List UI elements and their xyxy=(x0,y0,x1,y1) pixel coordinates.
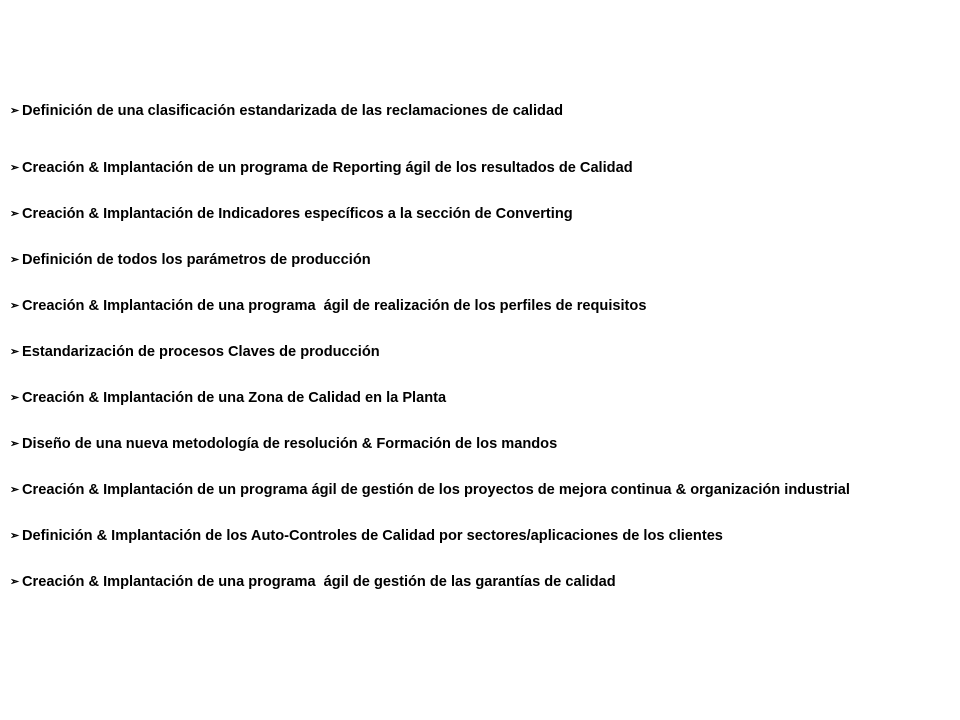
list-item xyxy=(10,329,950,375)
arrowhead-bullet-icon: ➢ xyxy=(10,530,20,542)
list-item-text: Creación & Implantación de un programa de Reporting ágil de los resultados de Calidad xyxy=(22,160,633,176)
list-item xyxy=(10,99,950,122)
list-item xyxy=(10,145,950,191)
arrowhead-bullet-icon: ➢ xyxy=(10,208,20,220)
arrowhead-bullet-icon: ➢ xyxy=(10,300,20,312)
list-item-text: Diseño de una nueva metodología de resolución & Formación de los mandos xyxy=(22,436,558,452)
arrowhead-bullet-icon: ➢ xyxy=(10,254,20,266)
list-item xyxy=(10,421,950,467)
list-item xyxy=(10,375,950,421)
list-item xyxy=(10,467,950,513)
list-item-text: Creación & Implantación de una programa ágil de gestión de las garantías de calidad xyxy=(22,574,616,590)
list-item-text: Creación & Implantación de una Zona de Calidad en la Planta xyxy=(22,390,447,406)
list-item xyxy=(10,191,950,237)
list-item-text: Definición de todos los parámetros de producción xyxy=(22,252,371,268)
bullet-list xyxy=(10,99,950,605)
list-item-text: Creación & Implantación de Indicadores específicos a la sección de Converting xyxy=(22,206,573,222)
list-item-text: Estandarización de procesos Claves de producción xyxy=(22,344,380,360)
arrowhead-bullet-icon: ➢ xyxy=(10,438,20,450)
list-item-text: Definición de una clasificación estandarizada de las reclamaciones de calidad xyxy=(22,102,563,119)
list-item xyxy=(10,559,950,605)
list-item-text: Creación & Implantación de una programa ágil de realización de los perfiles de requisitos xyxy=(22,298,647,314)
arrowhead-bullet-icon: ➢ xyxy=(10,392,20,404)
list-item-text: Creación & Implantación de un programa ágil de gestión de los proyectos de mejora continua & organización industrial xyxy=(22,482,850,498)
arrowhead-bullet-icon: ➢ xyxy=(10,162,20,174)
list-item-text: Definición & Implantación de los Auto-Controles de Calidad por sectores/aplicaciones de los clientes xyxy=(22,528,723,544)
arrowhead-bullet-icon: ➢ xyxy=(10,484,20,496)
list-item xyxy=(10,283,950,329)
list-item xyxy=(10,237,950,283)
arrowhead-bullet-icon: ➢ xyxy=(10,104,20,117)
arrowhead-bullet-icon: ➢ xyxy=(10,346,20,358)
list-item xyxy=(10,513,950,559)
arrowhead-bullet-icon: ➢ xyxy=(10,576,20,588)
